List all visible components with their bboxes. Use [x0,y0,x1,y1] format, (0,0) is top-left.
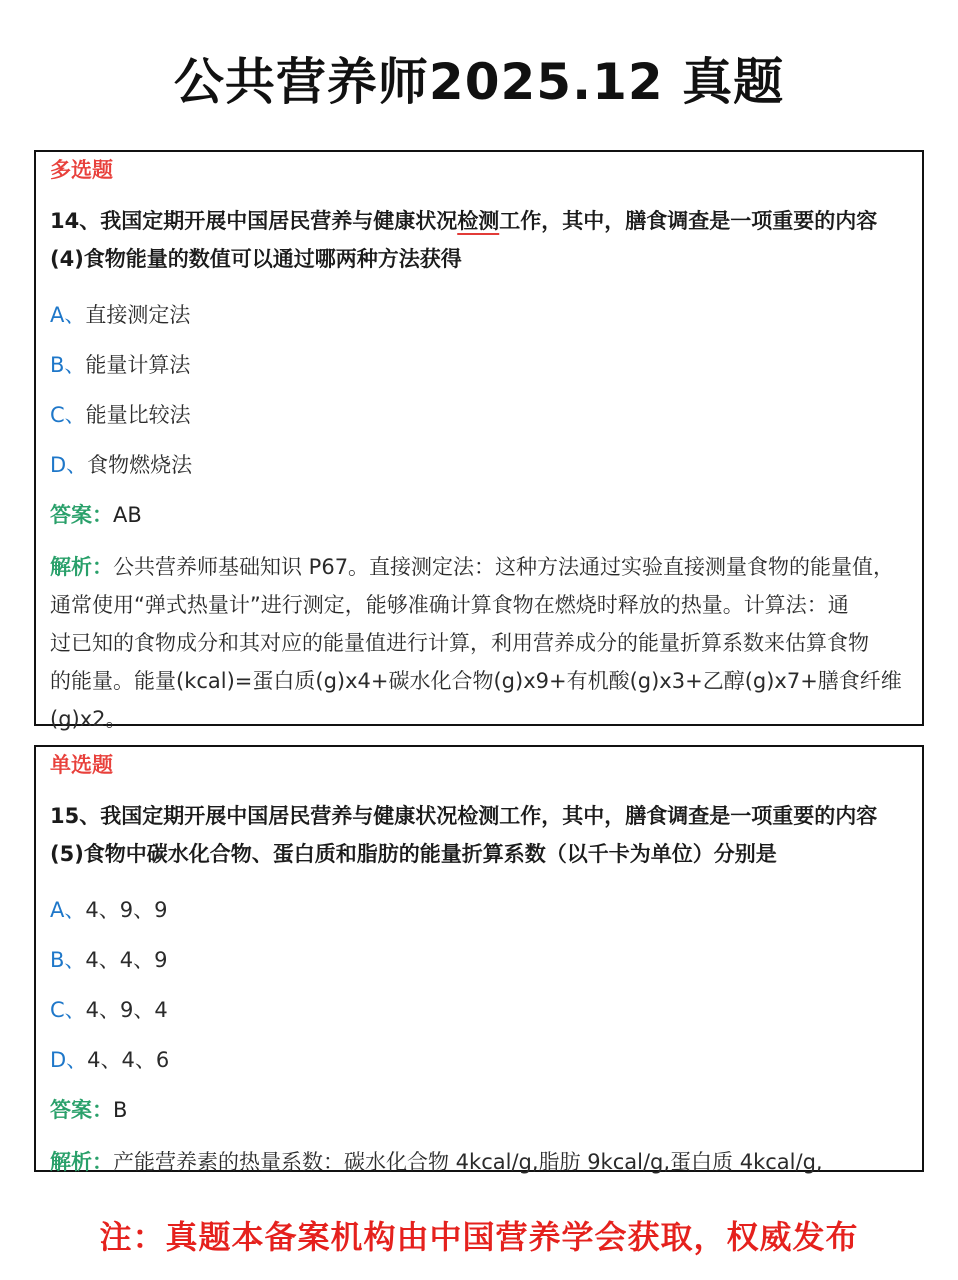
option-text: 直接测定法 [85,303,191,327]
analysis-line [50,1143,908,1181]
stem-line-1: 15、我国定期开展中国居民营养与健康状况检测工作，其中，膳食调查是一项重要的内容 [50,804,878,828]
option-d [50,440,908,490]
option-text: 能量计算法 [85,353,191,377]
analysis-line: 通常使用“弹式热量计”进行测定，能够准确计算食物在燃烧时释放的热量。计算法：通 [50,593,849,617]
answer-row [50,1085,908,1135]
question-type-label: 单选题 [50,753,113,777]
option-letter: C、 [50,403,86,427]
question-card-14 [34,150,924,731]
analysis-block [50,548,908,738]
option-text: 4、4、9 [85,948,168,972]
analysis-label: 解析： [50,555,113,579]
question-stem [50,202,908,278]
analysis-line: 过已知的食物成分和其对应的能量值进行计算，利用营养成分的能量折算系数来估算食物 [50,631,869,655]
option-letter: D、 [50,453,88,477]
option-text: 能量比较法 [85,403,191,427]
analysis-line: (g)x2。 [50,707,127,731]
analysis-block [50,1143,908,1181]
stem-line-2: (5)食物中碳水化合物、蛋白质和脂肪的能量折算系数（以千卡为单位）分别是 [50,842,777,866]
option-letter: D、 [50,1048,88,1072]
question-type-label: 多选题 [50,158,113,182]
answer-row [50,490,908,540]
page-title: 公共营养师2025.12 真题 [173,53,785,111]
option-a [50,885,908,935]
analysis-text: 公共营养师基础知识 P67。直接测定法：这种方法通过实验直接测量食物的能量值， [113,555,895,579]
question-stem [50,797,908,873]
option-list [50,290,908,490]
option-letter: A、 [50,303,86,327]
option-text: 4、9、9 [85,898,168,922]
stem-line-1 [50,202,908,240]
answer-label: 答案： [50,503,113,527]
stem-text: 工作，其中，膳食调查是一项重要的内容 [499,209,878,233]
option-c [50,390,908,440]
option-letter: C、 [50,998,86,1022]
option-text: 食物燃烧法 [87,453,193,477]
answer-value: B [113,1098,128,1122]
answer-value: AB [113,503,142,527]
option-text: 4、4、6 [87,1048,170,1072]
option-list [50,885,908,1085]
option-letter: B、 [50,948,86,972]
option-b [50,340,908,390]
option-letter: A、 [50,898,86,922]
option-letter: B、 [50,353,86,377]
stem-text: 14、我国定期开展中国居民营养与健康状况 [50,209,458,233]
option-text: 4、9、4 [85,998,168,1022]
answer-label: 答案： [50,1098,113,1122]
analysis-label: 解析： [50,1150,113,1174]
option-d [50,1035,908,1085]
stem-line-2: (4)食物能量的数值可以通过哪两种方法获得 [50,247,462,271]
underlined-word: 检测 [457,209,500,233]
option-a [50,290,908,340]
option-b [50,935,908,985]
footer-note: 注：真题本备案机构由中国营养学会获取，权威发布 [99,1218,859,1256]
analysis-text: 产能营养素的热量系数：碳水化合物 4kcal/g,脂肪 9kcal/g,蛋白质 4kcal/g, [113,1150,823,1174]
analysis-line [50,548,908,586]
question-card-15 [34,745,924,1172]
analysis-line: 的能量。能量(kcal)=蛋白质(g)x4+碳水化合物(g)x9+有机酸(g)x3+乙醇(g)x7+膳食纤维 [50,669,902,693]
option-c [50,985,908,1035]
